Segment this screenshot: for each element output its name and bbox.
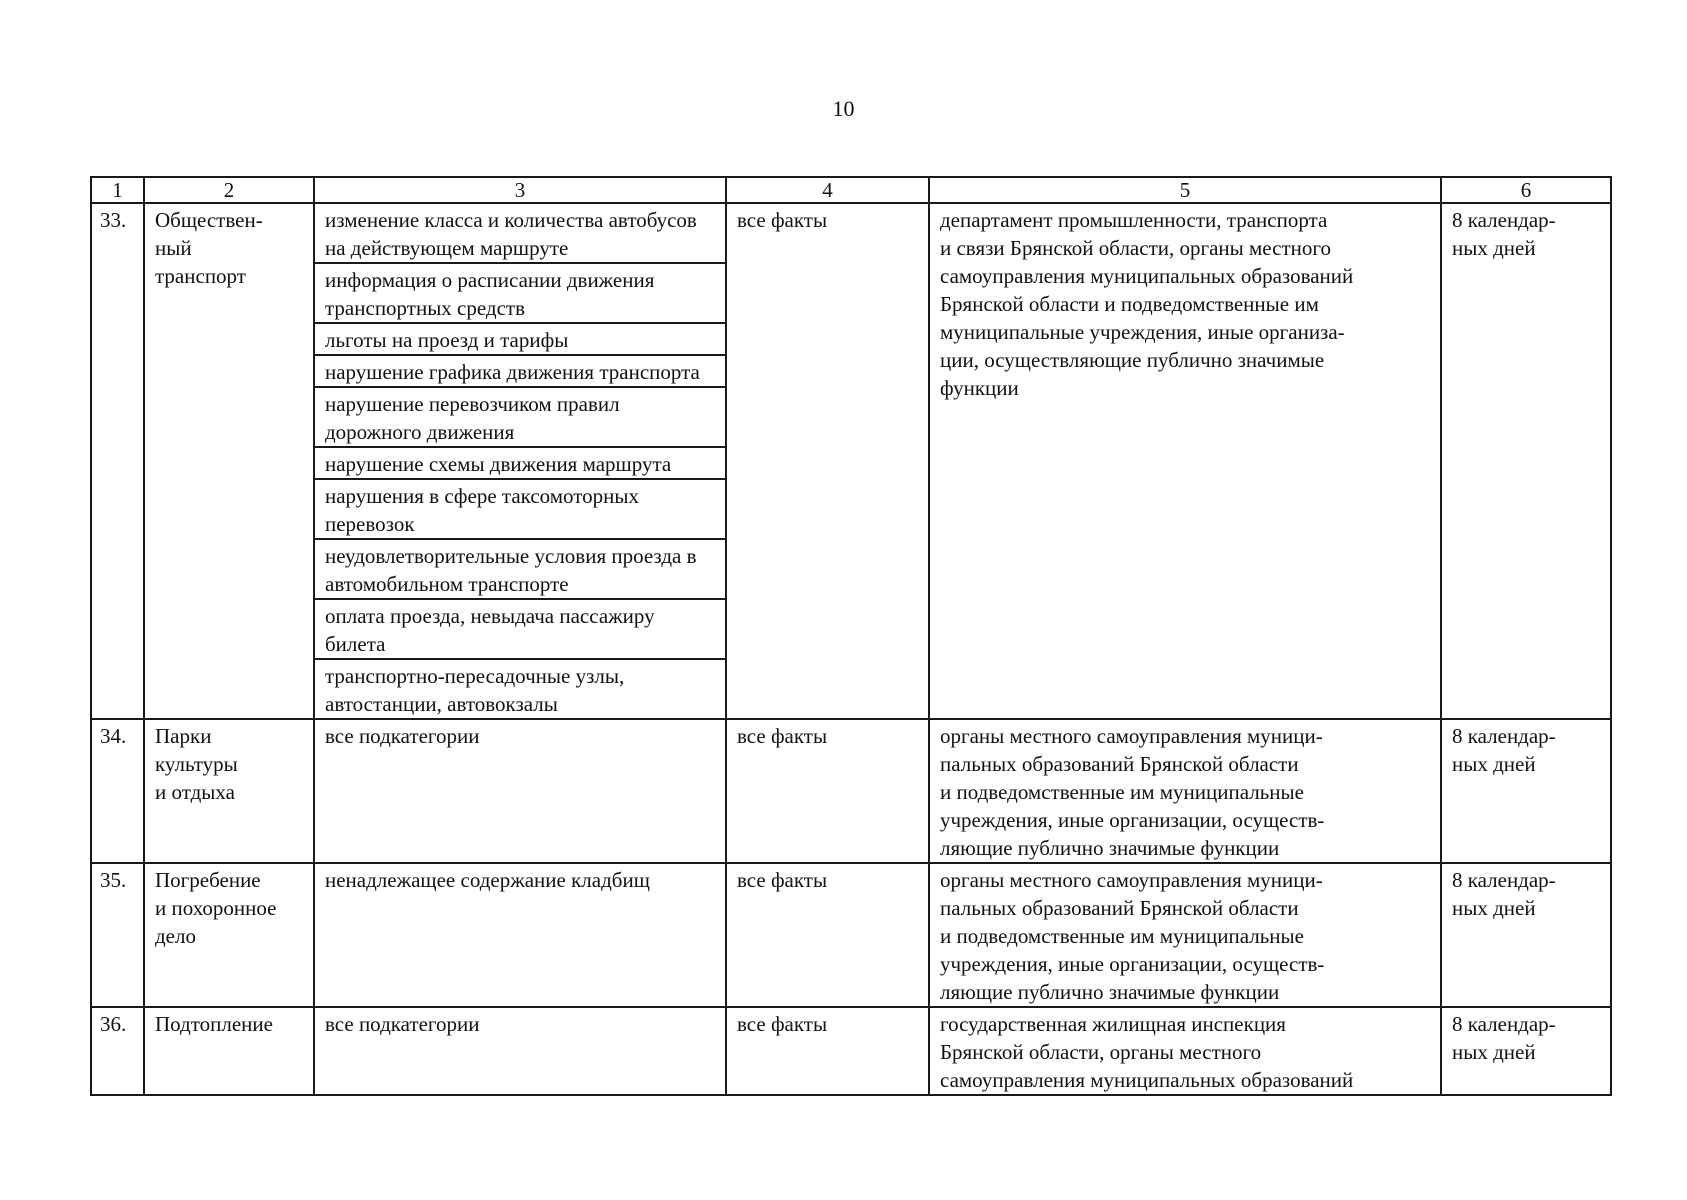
- page-number: 10: [832, 96, 855, 121]
- term-cell: 8 календар- ных дней: [1441, 203, 1611, 719]
- column-number: 5: [929, 177, 1441, 203]
- subcategory-item: нарушение графика движения транспорта: [315, 356, 725, 388]
- regulations-table: [90, 176, 1612, 1096]
- subcategory-cell: все подкатегории: [314, 719, 726, 863]
- row-number: 34.: [91, 719, 144, 863]
- subcategory-item: оплата проезда, невыдача пассажиру билета: [315, 600, 725, 660]
- column-number: 2: [144, 177, 314, 203]
- term-cell: 8 календар- ных дней: [1441, 719, 1611, 863]
- subcategory-cell: ненадлежащее содержание кладбищ: [314, 863, 726, 1007]
- responsible-cell: органы местного самоуправления муници- пальных образований Брянской области и подведомственные им муниципальные учреждения, иные организации, осуществ- ляющие публично значимые функции: [929, 863, 1441, 1007]
- subcategory-item: льготы на проезд и тарифы: [315, 324, 725, 356]
- facts-cell: все факты: [726, 863, 929, 1007]
- row-number: 35.: [91, 863, 144, 1007]
- subcategory-item: изменение класса и количества автобусов на действующем маршруте: [315, 204, 725, 264]
- column-number: 1: [91, 177, 144, 203]
- facts-cell: все факты: [726, 719, 929, 863]
- term-cell: 8 календар- ных дней: [1441, 863, 1611, 1007]
- facts-cell: все факты: [726, 203, 929, 719]
- column-number-row: [91, 177, 1611, 203]
- responsible-cell: государственная жилищная инспекция Брянской области, органы местного самоуправления муниципальных образований: [929, 1007, 1441, 1095]
- subcategory-item: неудовлетворительные условия проезда в автомобильном транспорте: [315, 540, 725, 600]
- row-number: 36.: [91, 1007, 144, 1095]
- table-row: [91, 719, 1611, 863]
- term-cell: 8 календар- ных дней: [1441, 1007, 1611, 1095]
- subcategory-item: нарушения в сфере таксомоторных перевозок: [315, 480, 725, 540]
- facts-cell: все факты: [726, 1007, 929, 1095]
- table-row: [91, 203, 1611, 719]
- category-cell: Погребение и похоронное дело: [144, 863, 314, 1007]
- column-number: 6: [1441, 177, 1611, 203]
- column-number: 4: [726, 177, 929, 203]
- subcategory-item: транспортно-пересадочные узлы, автостанции, автовокзалы: [325, 664, 625, 716]
- table-row: [91, 863, 1611, 1007]
- subcategory-item: нарушение перевозчиком правил дорожного движения: [315, 388, 725, 448]
- responsible-cell: органы местного самоуправления муници- пальных образований Брянской области и подведомственные им муниципальные учреждения, иные организации, осуществ- ляющие публично значимые функции: [929, 719, 1441, 863]
- category-cell: Парки культуры и отдыха: [144, 719, 314, 863]
- subcategory-item: нарушение схемы движения маршрута: [315, 448, 725, 480]
- table-row: [91, 1007, 1611, 1095]
- responsible-cell: департамент промышленности, транспорта и связи Брянской области, органы местного самоуправления муниципальных образований Брянской области и подведомственные им муниципальные учреждения, иные организа- ции, осуществляющие публично значимые функции: [929, 203, 1441, 719]
- subcategory-item: информация о расписании движения транспортных средств: [315, 264, 725, 324]
- column-number: 3: [314, 177, 726, 203]
- subcategory-list: [314, 203, 726, 719]
- row-number: 33.: [91, 203, 144, 719]
- subcategory-cell: все подкатегории: [314, 1007, 726, 1095]
- category-cell: Подтопление: [144, 1007, 314, 1095]
- category-cell: Обществен- ный транспорт: [144, 203, 314, 719]
